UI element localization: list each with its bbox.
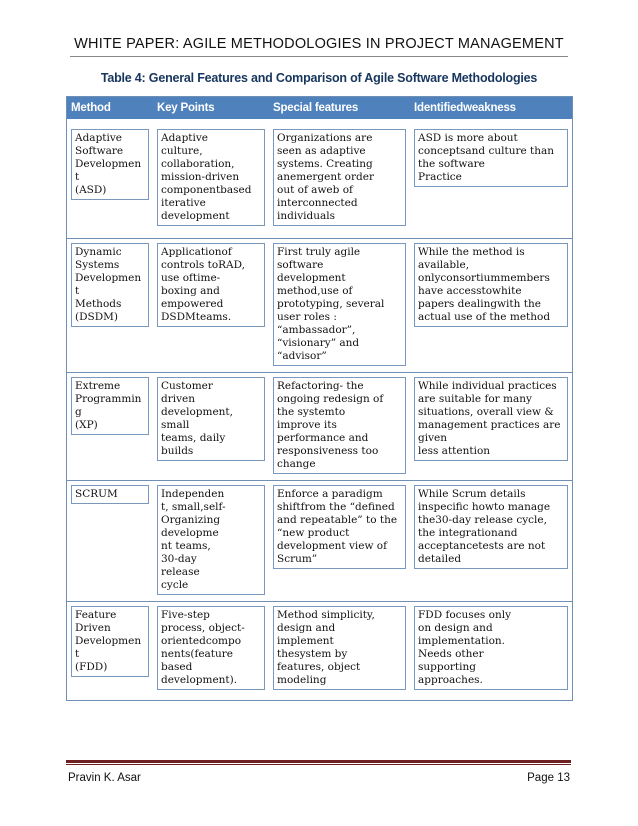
method-cell: SCRUM — [71, 485, 149, 504]
method-cell: Adaptive Software Development (ASD) — [71, 129, 149, 200]
column-header-special-features: Special features — [269, 97, 410, 119]
special-features-cell: Enforce a paradigm shiftfrom the “defined and repeatable” to the “new product development view of Scrum” — [273, 485, 406, 569]
table-caption: Table 4: General Features and Comparison of Agile Software Methodologies — [100, 71, 538, 85]
key-points-cell: Five-step process, object- orientedcompo nents(feature based development). — [157, 606, 265, 690]
weakness-cell: ASD is more about conceptsand culture than the software Practice — [414, 129, 568, 187]
footer-author: Pravin K. Asar — [68, 772, 141, 784]
footer-page-number: Page 13 — [527, 772, 570, 784]
table-row — [67, 481, 572, 602]
special-features-cell: Method simplicity, design and implement thesystem by features, object modeling — [273, 606, 406, 690]
method-cell: Feature Driven Development (FDD) — [71, 606, 149, 677]
special-features-cell: Refactoring- the ongoing redesign of the systemto improve its performance and responsiveness too change — [273, 377, 406, 474]
weakness-cell: While the method is available, onlyconsortiummembers have accesstowhite papers dealingwith the actual use of the method — [414, 243, 568, 327]
comparison-table — [66, 96, 573, 701]
weakness-cell: While Scrum details inspecific howto manage the30-day release cycle, the integrationand acceptancetests are not detailed — [414, 485, 568, 569]
table-row — [67, 239, 572, 373]
footer-divider — [66, 760, 571, 763]
page-header: WHITE PAPER: AGILE METHODOLOGIES IN PROJECT MANAGEMENT — [74, 36, 564, 52]
special-features-cell: Organizations are seen as adaptive systems. Creating anemergent order out of aweb of interconnected individuals — [273, 129, 406, 226]
table-row — [67, 119, 572, 239]
header-divider — [70, 56, 568, 57]
footer-divider-thin — [66, 764, 571, 765]
key-points-cell: Independen t, small,self- Organizing developme nt teams, 30-day release cycle — [157, 485, 265, 595]
key-points-cell: Adaptive culture, collaboration, mission-driven componentbased iterative development — [157, 129, 265, 226]
table-row — [67, 602, 572, 700]
column-header-key-points: Key Points — [153, 97, 269, 119]
method-cell: Extreme Programming (XP) — [71, 377, 149, 435]
column-header-method: Method — [67, 97, 153, 119]
special-features-cell: First truly agile software development method,use of prototyping, several user roles : “ambassador”, “visionary” and “advisor” — [273, 243, 406, 366]
method-cell: Dynamic Systems Development Methods (DSDM) — [71, 243, 149, 327]
key-points-cell: Customer driven development, small teams, daily builds — [157, 377, 265, 461]
column-header-weakness: Identifiedweakness — [410, 97, 572, 119]
weakness-cell: While individual practices are suitable for many situations, overall view & management practices are given less attention — [414, 377, 568, 461]
table-header-row — [67, 97, 572, 119]
key-points-cell: Applicationof controls toRAD, use oftime- boxing and empowered DSDMteams. — [157, 243, 265, 327]
weakness-cell: FDD focuses only on design and implementation. Needs other supporting approaches. — [414, 606, 568, 690]
table-row — [67, 373, 572, 481]
